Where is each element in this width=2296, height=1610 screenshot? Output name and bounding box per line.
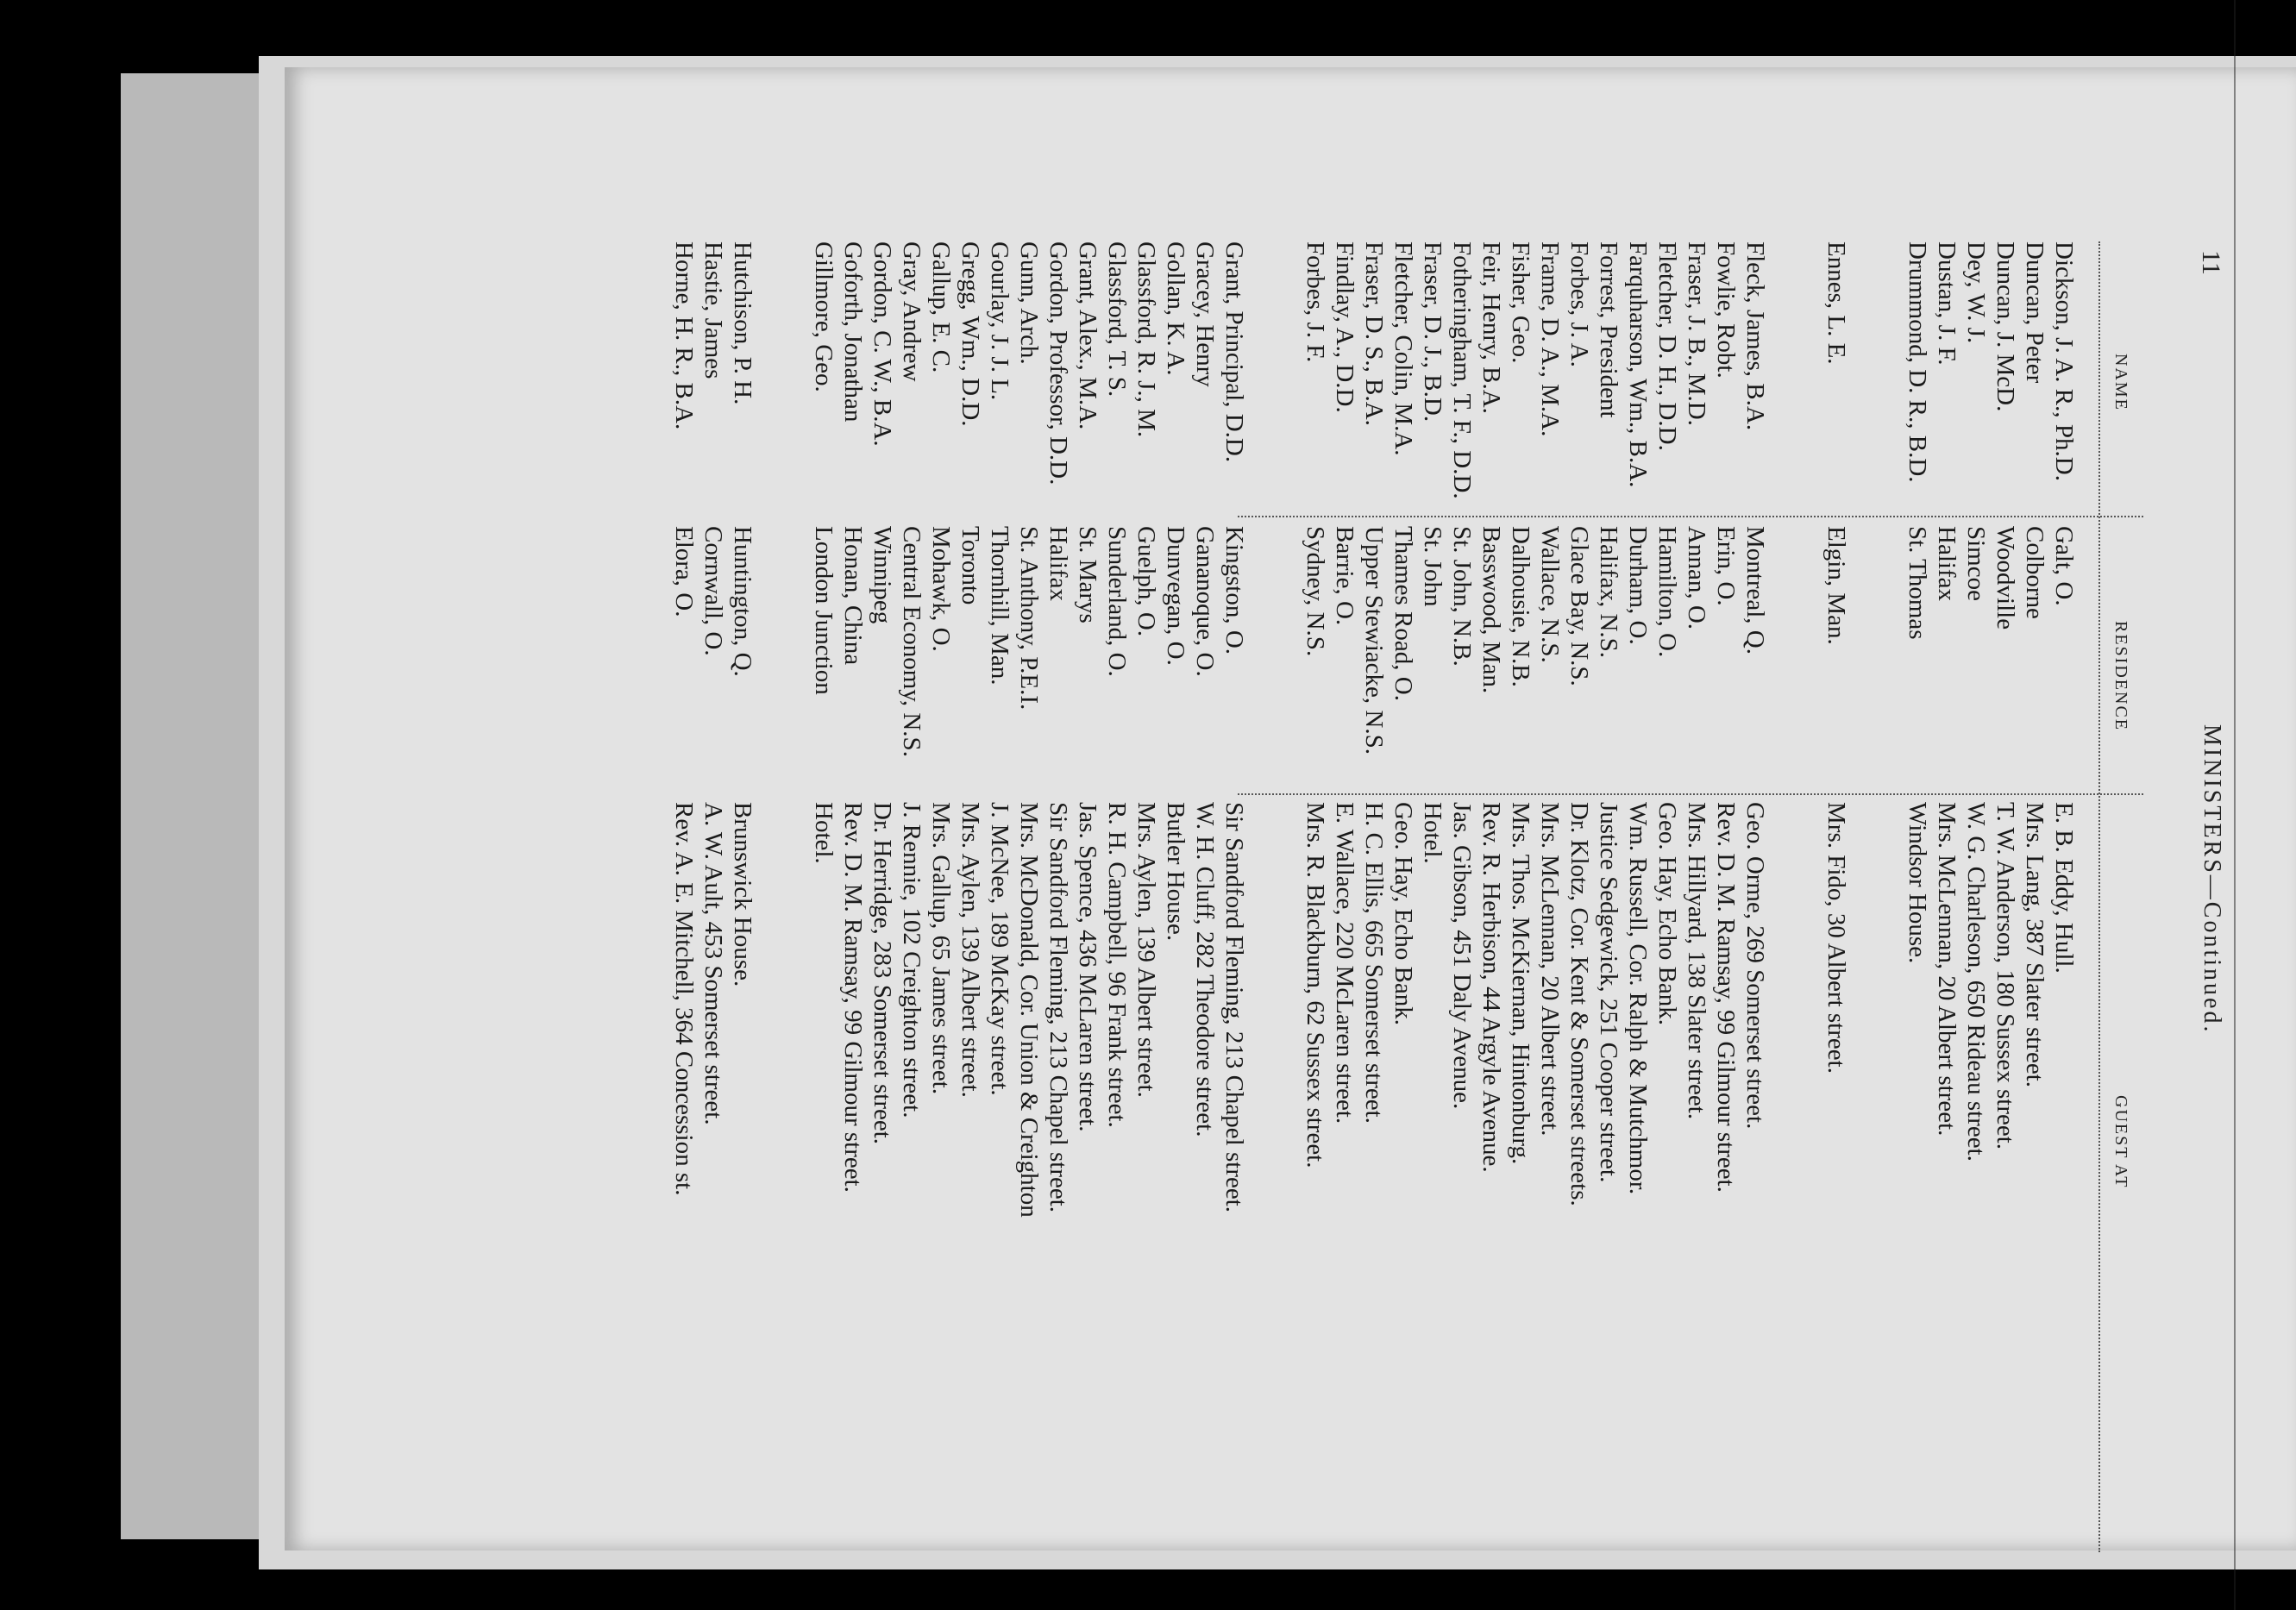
residence-cell: Woodville xyxy=(1992,526,2019,630)
guest-cell: T. W. Anderson, 180 Sussex street. xyxy=(1992,802,2019,1150)
guest-cell: Mrs. McLennan, 20 Albert street. xyxy=(1933,802,1960,1137)
name-cell: Fletcher, Colin, M.A. xyxy=(1390,241,1417,456)
name-cell: Fraser, D. S., B.A. xyxy=(1360,241,1388,426)
residence-cell: Simcoe xyxy=(1962,526,1990,601)
residence-cell: Dalhousie, N.B. xyxy=(1507,526,1534,687)
guest-cell: Rev. D. M. Ramsay, 99 Gilmour street. xyxy=(839,802,867,1193)
guest-cell: Mrs. R. Blackburn, 62 Sussex street. xyxy=(1302,802,1329,1168)
name-cell: Gordon, Professor, D.D. xyxy=(1044,241,1072,486)
residence-cell: St. Marys xyxy=(1074,526,1101,623)
column-header-name: NAME xyxy=(2111,354,2130,411)
guest-cell: Dr. Klotz, Cor. Kent & Somerset streets. xyxy=(1565,802,1593,1206)
name-cell: Dickson, J. A. R., Ph.D. xyxy=(2050,241,2078,481)
column-header-residence: RESIDENCE xyxy=(2111,621,2130,731)
guest-cell: E. B. Eddy, Hull. xyxy=(2050,802,2078,974)
residence-cell: Halifax, N.S. xyxy=(1595,526,1622,659)
name-cell: Drummond, D. R., B.D. xyxy=(1904,241,1931,483)
residence-cell: St. Thomas xyxy=(1904,526,1931,640)
residence-cell: Glace Bay, N.S. xyxy=(1565,526,1593,686)
name-cell: Horne, H. R., B.A. xyxy=(670,241,698,430)
guest-cell: Mrs. Lang, 387 Slater street. xyxy=(2021,802,2048,1088)
name-cell: Gallup, E. C. xyxy=(927,241,955,373)
residence-cell: Honan, China xyxy=(839,526,867,666)
residence-cell: St. John xyxy=(1419,526,1446,607)
guest-cell: J. Rennie, 102 Creighton street. xyxy=(898,802,925,1118)
residence-cell: Sydney, N.S. xyxy=(1302,526,1329,657)
name-cell: Fraser, J. B., M.D. xyxy=(1683,241,1710,426)
name-cell: Gordon, C. W., B.A. xyxy=(869,241,896,447)
guest-cell: Wm. Russell, Cor. Ralph & Mutchmor. xyxy=(1624,802,1652,1195)
name-cell: Gregg, Wm., D.D. xyxy=(957,241,984,427)
guest-cell: Geo. Hay, Echo Bank. xyxy=(1390,802,1417,1026)
residence-cell: Thames Road, O. xyxy=(1390,526,1417,701)
name-cell: Gollan, K. A. xyxy=(1162,241,1189,376)
name-cell: Glassford, T. S. xyxy=(1103,241,1131,398)
guest-cell: Geo. Orme, 269 Somerset street. xyxy=(1741,802,1769,1130)
residence-cell: Central Economy, N.S. xyxy=(898,526,925,757)
residence-cell: Cornwall, O. xyxy=(699,526,727,656)
guest-cell: Sir Sandford Fleming, 213 Chapel street. xyxy=(1044,802,1072,1213)
residence-cell: Erin, O. xyxy=(1712,526,1740,606)
residence-cell: Colborne xyxy=(2021,526,2048,619)
name-cell: Forbes, J. F. xyxy=(1302,241,1329,363)
residence-cell: Gananoque, O. xyxy=(1191,526,1219,677)
name-cell: Grant, Principal, D.D. xyxy=(1220,241,1248,463)
residence-cell: Basswood, Man. xyxy=(1477,526,1505,694)
residence-cell: Annan, O. xyxy=(1683,526,1710,630)
rotated-content xyxy=(604,241,2243,1587)
name-cell: Frame, D. A., M.A. xyxy=(1536,241,1564,437)
guest-cell: Mrs. Fido, 30 Albert street. xyxy=(1822,802,1850,1074)
name-cell: Hastie, James xyxy=(699,241,727,379)
name-cell: Gray, Andrew xyxy=(898,241,925,382)
guest-cell: H. C. Ellis, 665 Somerset street. xyxy=(1360,802,1388,1124)
guest-cell: Brunswick House. xyxy=(729,802,756,987)
guest-cell: Jas. Gibson, 451 Daly Avenue. xyxy=(1448,802,1476,1110)
residence-cell: Upper Stewiacke, N.S. xyxy=(1360,526,1388,755)
residence-cell: Guelph, O. xyxy=(1132,526,1160,637)
guest-cell: E. Wallace, 220 McLaren street. xyxy=(1331,802,1358,1124)
residence-cell: Hamilton, O. xyxy=(1653,526,1681,658)
guest-cell: Butler House. xyxy=(1162,802,1189,942)
name-cell: Goforth, Jonathan xyxy=(839,241,867,423)
name-cell: Forrest, President xyxy=(1595,241,1622,418)
residence-cell: Sunderland, O. xyxy=(1103,526,1131,677)
name-cell: Gillmore, Geo. xyxy=(810,241,837,392)
name-cell: Duncan, J. McD. xyxy=(1992,241,2019,412)
guest-cell: Sir Sandford Fleming, 213 Chapel street. xyxy=(1220,802,1248,1213)
residence-cell: Toronto xyxy=(957,526,984,605)
guest-cell: Geo. Hay, Echo Bank. xyxy=(1653,802,1681,1026)
guest-cell: Mrs. Hillyard, 138 Slater street. xyxy=(1683,802,1710,1120)
guest-cell: Mrs. McDonald, Cor. Union & Creighton xyxy=(1015,802,1043,1218)
name-cell: Fraser, D. J., B.D. xyxy=(1419,241,1446,423)
name-cell: Ennes, L. E. xyxy=(1822,241,1850,365)
guest-cell: Jas. Spence, 436 McLaren street. xyxy=(1074,802,1101,1132)
guest-cell: Mrs. McLennan, 20 Albert street. xyxy=(1536,802,1564,1137)
name-cell: Gunn, Arch. xyxy=(1015,241,1043,365)
page-header xyxy=(2182,241,2225,1535)
name-cell: Findlay, A., D.D. xyxy=(1331,241,1358,413)
guest-cell: Windsor House. xyxy=(1904,802,1931,964)
guest-cell: R. H. Campbell, 96 Frank street. xyxy=(1103,802,1131,1128)
guest-cell: Hotel. xyxy=(810,802,837,864)
residence-cell: Kingston, O. xyxy=(1220,526,1248,655)
header-rule xyxy=(2098,241,2100,1552)
name-cell: Dey, W. J. xyxy=(1962,241,1990,344)
guest-cell: W. H. Cluff, 282 Theodore street. xyxy=(1191,802,1219,1137)
residence-cell: Dunvegan, O. xyxy=(1162,526,1189,666)
residence-cell: Winnipeg xyxy=(869,526,896,624)
name-cell: Feir, Henry, B.A. xyxy=(1477,241,1505,414)
residence-cell: Mohawk, O. xyxy=(927,526,955,652)
residence-cell: Halifax xyxy=(1044,526,1072,601)
name-cell: Duncan, Peter xyxy=(2021,241,2048,384)
residence-cell: St. John, N.B. xyxy=(1448,526,1476,667)
guest-cell: A. W. Ault, 453 Somerset street. xyxy=(699,802,727,1125)
guest-cell: Mrs. Aylen, 139 Albert street. xyxy=(957,802,984,1098)
guest-cell: Hotel. xyxy=(1419,802,1446,864)
guest-cell: J. McNee, 189 McKay street. xyxy=(986,802,1013,1096)
guest-cell: Mrs. Thos. McKiernan, Hintonburg. xyxy=(1507,802,1534,1165)
guest-cell: W. G. Charleson, 650 Rideau street. xyxy=(1962,802,1990,1162)
column-header-guest-at: GUEST AT xyxy=(2111,1095,2130,1189)
residence-cell: Thornhill, Man. xyxy=(986,526,1013,686)
name-cell: Farquharson, Wm., B.A. xyxy=(1624,241,1652,488)
name-cell: Fletcher, D. H., D.D. xyxy=(1653,241,1681,451)
name-cell: Fleck, James, B.A. xyxy=(1741,241,1769,431)
name-cell: Forbes, J. A. xyxy=(1565,241,1593,367)
guest-cell: Justice Sedgewick, 251 Cooper street. xyxy=(1595,802,1622,1183)
name-cell: Gourlay, J. J. L. xyxy=(986,241,1013,401)
guest-cell: Mrs. Gallup, 65 James street. xyxy=(927,802,955,1095)
residence-cell: Galt, O. xyxy=(2050,526,2078,606)
column-divider xyxy=(1238,516,2143,517)
name-cell: Dustan, J. F. xyxy=(1933,241,1960,366)
guest-cell: Rev. A. E. Mitchell, 364 Concession st. xyxy=(670,802,698,1196)
name-cell: Fisher, Geo. xyxy=(1507,241,1534,364)
residence-cell: Elora, O. xyxy=(670,526,698,617)
guest-cell: Rev. R. Herbison, 44 Argyle Avenue. xyxy=(1477,802,1505,1173)
guest-cell: Mrs. Aylen, 139 Albert street. xyxy=(1132,802,1160,1098)
residence-cell: Durham, O. xyxy=(1624,526,1652,645)
page-number: 11 xyxy=(2197,250,2225,275)
guest-cell: Dr. Herridge, 283 Somerset street. xyxy=(869,802,896,1145)
residence-cell: St. Anthony, P.E.I. xyxy=(1015,526,1043,711)
residence-cell: Wallace, N.S. xyxy=(1536,526,1564,663)
name-cell: Hutchison, P. H. xyxy=(729,241,756,405)
column-divider xyxy=(1238,793,2143,795)
page-title: MINISTERS—Continued. xyxy=(2199,724,2225,1035)
residence-cell: Huntington, Q. xyxy=(729,526,756,677)
residence-cell: Barrie, O. xyxy=(1331,526,1358,626)
name-cell: Fowlie, Robt. xyxy=(1712,241,1740,379)
name-cell: Grant, Alex., M.A. xyxy=(1074,241,1101,430)
residence-cell: London Junction xyxy=(810,526,837,695)
name-cell: Fotheringham, T. F., D.D. xyxy=(1448,241,1476,499)
residence-cell: Elgin, Man. xyxy=(1822,526,1850,645)
name-cell: Gracey, Henry xyxy=(1191,241,1219,387)
residence-cell: Montreal, Q. xyxy=(1741,526,1769,655)
guest-cell: Rev. D. M. Ramsay, 99 Gilmour street. xyxy=(1712,802,1740,1193)
residence-cell: Halifax xyxy=(1933,526,1960,601)
name-cell: Glassford, R. J., M. xyxy=(1132,241,1160,438)
